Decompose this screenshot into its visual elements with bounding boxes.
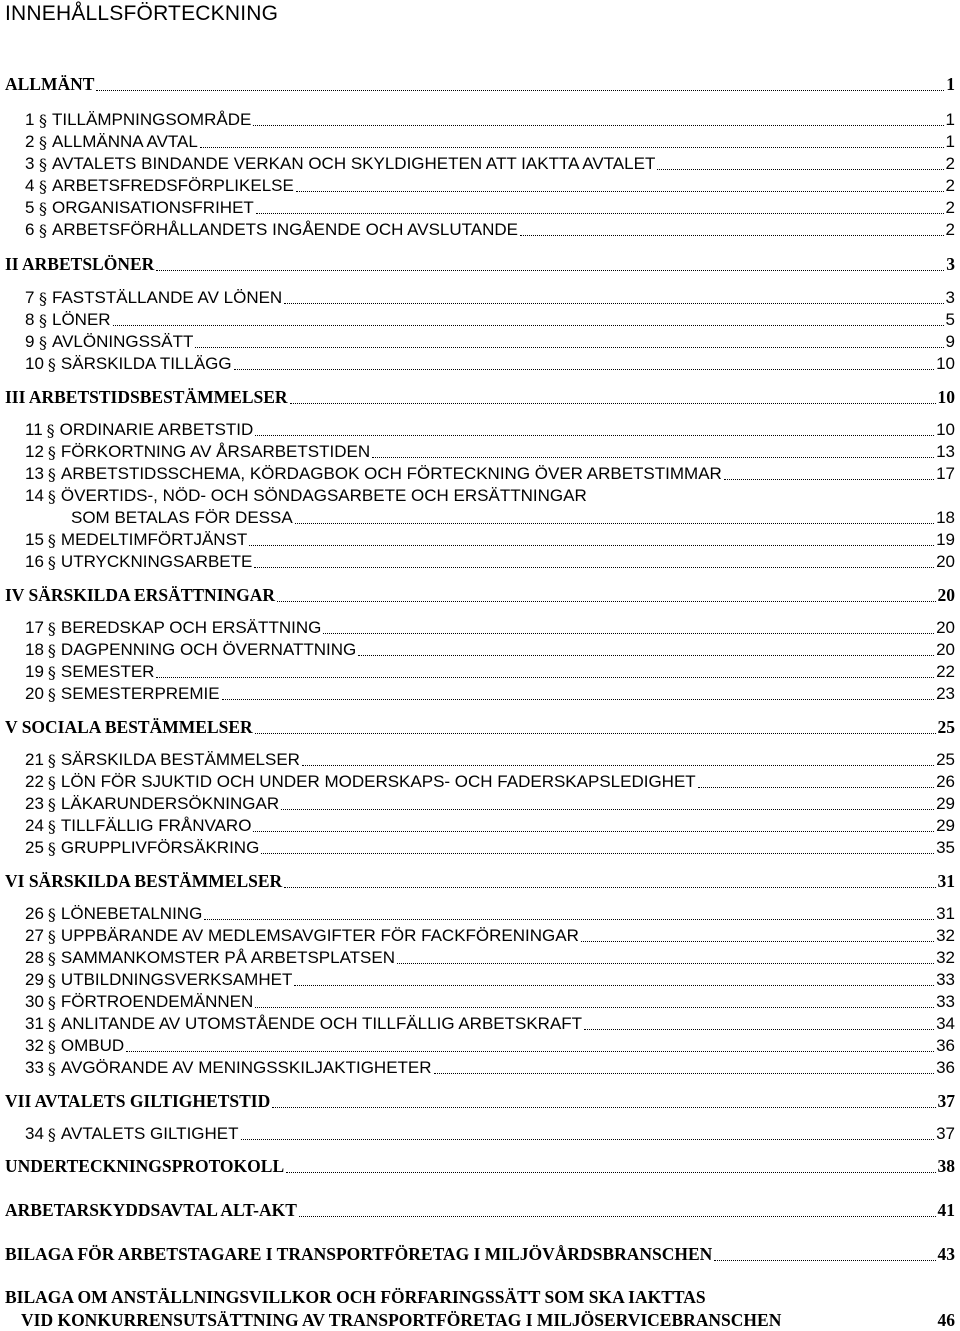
page-number: 35 [936, 838, 955, 857]
section-number: 23 [25, 794, 44, 813]
page-number: 1 [945, 132, 955, 151]
entry-title: FÖRTROENDEMÄNNEN [60, 992, 254, 1011]
section-number: 5 [25, 198, 35, 217]
section-number: 10 [25, 354, 44, 373]
dot-leader [204, 919, 934, 920]
toc-entry[interactable] [25, 682, 955, 704]
toc-entry[interactable] [25, 174, 955, 196]
section-number: 8 [25, 310, 35, 329]
page-number: 10 [936, 420, 955, 439]
section-number: 7 [25, 288, 35, 307]
page-number: 2 [945, 220, 955, 239]
page-number: 32 [936, 948, 955, 967]
page-number: 25 [936, 750, 955, 769]
page-number: 3 [945, 288, 955, 307]
entry-title: ALLMÄNT [5, 74, 95, 94]
section-symbol: § [39, 311, 47, 330]
dot-leader [284, 887, 935, 888]
toc-entry[interactable] [25, 1034, 955, 1056]
page-number: 1 [945, 110, 955, 129]
toc-entry[interactable] [25, 792, 955, 814]
section-number: 33 [25, 1058, 44, 1077]
section-symbol: § [46, 421, 55, 440]
toc-entry[interactable] [25, 330, 955, 352]
section-number: 32 [25, 1036, 44, 1055]
page-number: 31 [936, 904, 955, 923]
toc-section-entry[interactable] [5, 716, 955, 738]
entry-title: LÄKARUNDERSÖKNINGAR [60, 794, 280, 813]
toc-entry[interactable] [25, 440, 955, 462]
section-number: 31 [25, 1014, 44, 1033]
dot-leader [358, 655, 934, 656]
section-number: 15 [25, 530, 44, 549]
toc-entry[interactable] [25, 902, 955, 924]
toc-section-entry[interactable] [5, 386, 955, 408]
toc-entry-final-line2: VID KONKURRENSUTSÄTTNING AV TRANSPORTFÖRETAG I MILJÖSERVICEBRANSCHEN [21, 1310, 782, 1330]
entry-title: VII AVTALETS GILTIGHETSTID [5, 1091, 271, 1111]
toc-entry-final[interactable] [5, 1287, 955, 1331]
entry-title: LÖNER [52, 310, 111, 329]
dot-leader [249, 545, 934, 546]
section-symbol: § [47, 685, 56, 704]
page-number: 3 [946, 254, 955, 274]
page-number: 20 [936, 552, 955, 571]
section-number: 25 [25, 838, 44, 857]
page-number: 32 [936, 926, 955, 945]
entry-title: III ARBETSTIDSBESTÄMMELSER [5, 387, 288, 407]
toc-entry[interactable] [25, 1122, 955, 1144]
dot-leader [295, 523, 934, 524]
dot-leader [200, 147, 944, 148]
entry-title: DAGPENNING OCH ÖVERNATTNING [60, 640, 357, 659]
dot-leader [272, 1107, 935, 1108]
dot-leader [156, 677, 934, 678]
section-number: 6 [25, 220, 35, 239]
section-number: 29 [25, 970, 44, 989]
page-number: 36 [936, 1036, 955, 1055]
entry-title: UTRYCKNINGSARBETE [60, 552, 253, 571]
section-symbol: § [47, 773, 56, 792]
section-symbol: § [47, 443, 56, 462]
dot-leader [255, 1007, 934, 1008]
page-number: 20 [936, 640, 955, 659]
toc-entry[interactable] [25, 196, 955, 218]
entry-title: FÖRKORTNING AV ÅRSARBETSTIDEN [60, 442, 371, 461]
entry-title: BEREDSKAP OCH ERSÄTTNING [60, 618, 322, 637]
section-number: 19 [25, 662, 44, 681]
page-number: 23 [936, 684, 955, 703]
entry-title: SAMMANKOMSTER PÅ ARBETSPLATSEN [60, 948, 396, 967]
toc-entry[interactable] [25, 218, 955, 240]
dot-leader [241, 1139, 935, 1140]
section-symbol: § [39, 289, 47, 308]
entry-title: AVTALETS BINDANDE VERKAN OCH SKYLDIGHETEN ATT IAKTTA AVTALET [52, 154, 656, 173]
dot-leader [222, 699, 934, 700]
toc-entry[interactable] [25, 616, 955, 638]
section-symbol: § [47, 663, 56, 682]
dot-leader [254, 567, 934, 568]
section-number: 16 [25, 552, 44, 571]
section-symbol: § [47, 1015, 56, 1034]
dot-leader [323, 633, 934, 634]
entry-title: SÄRSKILDA TILLÄGG [60, 354, 232, 373]
entry-title: SEMESTERPREMIE [60, 684, 220, 703]
entry-title: SEMESTER [60, 662, 155, 681]
entry-title: OMBUD [60, 1036, 125, 1055]
page-title: INNEHÅLLSFÖRTECKNING [5, 2, 279, 25]
entry-title: V SOCIALA BESTÄMMELSER [5, 717, 253, 737]
section-symbol: § [39, 155, 47, 174]
entry-title: MEDELTIMFÖRTJÄNST [60, 530, 248, 549]
dot-leader [253, 125, 943, 126]
dot-leader [294, 985, 934, 986]
page-number: 26 [936, 772, 955, 791]
toc-entry[interactable] [25, 814, 955, 836]
page-number: 38 [937, 1156, 955, 1176]
entry-title: VI SÄRSKILDA BESTÄMMELSER [5, 871, 283, 891]
page-number: 10 [936, 354, 955, 373]
entry-title: AVTALETS GILTIGHET [60, 1124, 239, 1143]
toc-entry[interactable] [25, 748, 955, 770]
toc-entry[interactable] [25, 968, 955, 990]
toc-entry-final-page: 46 [937, 1310, 955, 1330]
entry-title: ARBETSTIDSSCHEMA, KÖRDAGBOK OCH FÖRTECKNING ÖVER ARBETSTIMMAR [60, 464, 722, 483]
entry-title: AVLÖNINGSSÄTT [52, 332, 194, 351]
toc-entry[interactable] [25, 352, 955, 374]
section-symbol: § [47, 817, 56, 836]
section-number: 22 [25, 772, 44, 791]
dot-leader [397, 963, 934, 964]
dot-leader [255, 733, 936, 734]
page-number: 20 [936, 618, 955, 637]
section-symbol: § [47, 1037, 56, 1056]
dot-leader [261, 853, 934, 854]
section-number: 26 [25, 904, 44, 923]
page-number: 5 [945, 310, 955, 329]
dot-leader [113, 325, 944, 326]
entry-title: LÖNEBETALNING [60, 904, 203, 923]
entry-title: FASTSTÄLLANDE AV LÖNEN [52, 288, 283, 307]
entry-title: II ARBETSLÖNER [5, 254, 155, 274]
section-symbol: § [39, 133, 47, 152]
toc-entry[interactable] [25, 528, 955, 550]
section-symbol: § [39, 177, 47, 196]
dot-leader [255, 435, 934, 436]
entry-title: SÄRSKILDA BESTÄMMELSER [60, 750, 300, 769]
entry-title: TILLÄMPNINGSOMRÅDE [52, 110, 252, 129]
dot-leader [96, 90, 944, 91]
toc-entry[interactable] [25, 130, 955, 152]
section-symbol: § [47, 355, 56, 374]
toc-section-entry[interactable] [5, 253, 955, 275]
dot-leader [126, 1051, 934, 1052]
page-number: 41 [937, 1200, 955, 1220]
section-symbol: § [47, 487, 56, 506]
dot-leader [657, 169, 943, 170]
toc-entry[interactable] [25, 660, 955, 682]
section-number: 9 [25, 332, 35, 351]
entry-title: ARBETSFÖRHÅLLANDETS INGÅENDE OCH AVSLUTANDE [52, 220, 519, 239]
entry-title: ALLMÄNNA AVTAL [52, 132, 198, 151]
section-number: 27 [25, 926, 44, 945]
page-number: 10 [937, 387, 955, 407]
toc-entry[interactable] [25, 1056, 955, 1078]
toc-entry[interactable] [25, 946, 955, 968]
page-number: 9 [945, 332, 955, 351]
dot-leader [299, 1216, 936, 1217]
entry-title: IV SÄRSKILDA ERSÄTTNINGAR [5, 585, 276, 605]
section-number: 13 [25, 464, 44, 483]
section-symbol: § [39, 111, 47, 130]
page-number: 2 [945, 198, 955, 217]
toc-section-entry[interactable] [5, 1199, 955, 1221]
dot-leader [256, 213, 944, 214]
toc-entry[interactable] [25, 506, 955, 528]
section-symbol: § [39, 333, 47, 352]
page-number: 18 [936, 508, 955, 527]
toc-entry[interactable] [25, 924, 955, 946]
section-number: 12 [25, 442, 44, 461]
section-number: 11 [25, 420, 43, 439]
toc-entry[interactable] [25, 638, 955, 660]
page-number: 2 [945, 176, 955, 195]
toc-entry[interactable] [25, 550, 955, 572]
entry-title: ARBETSFREDSFÖRPLIKELSE [52, 176, 294, 195]
page-number: 34 [936, 1014, 955, 1033]
section-symbol: § [47, 619, 56, 638]
section-symbol: § [47, 465, 56, 484]
page-number: 31 [937, 871, 955, 891]
entry-title: ÖVERTIDS-, NÖD- OCH SÖNDAGSARBETE OCH ERSÄTTNINGAR [60, 486, 587, 505]
section-number: 1 [25, 110, 35, 129]
dot-leader [520, 235, 944, 236]
toc-entry[interactable] [25, 152, 955, 174]
page-number: 37 [937, 1091, 955, 1111]
section-number: 4 [25, 176, 35, 195]
dot-leader [284, 303, 943, 304]
entry-title: BILAGA FÖR ARBETSTAGARE I TRANSPORTFÖRETAG I MILJÖVÅRDSBRANSCHEN [5, 1244, 713, 1264]
section-symbol: § [47, 905, 56, 924]
toc-section-entry[interactable] [5, 1155, 955, 1177]
section-number: 14 [25, 486, 44, 505]
section-symbol: § [47, 795, 56, 814]
entry-title: UNDERTECKNINGSPROTOKOLL [5, 1156, 285, 1176]
page-number: 1 [946, 74, 955, 94]
dot-leader [290, 403, 936, 404]
entry-title: LÖN FÖR SJUKTID OCH UNDER MODERSKAPS- OCH FADERSKAPSLEDIGHET [60, 772, 696, 791]
section-symbol: § [39, 199, 47, 218]
section-symbol: § [39, 221, 47, 240]
page-number: 13 [936, 442, 955, 461]
page-number: 36 [936, 1058, 955, 1077]
section-number: 34 [25, 1124, 44, 1143]
page-number: 19 [936, 530, 955, 549]
section-number: 21 [25, 750, 44, 769]
dot-leader [286, 1172, 935, 1173]
page-number: 43 [937, 1244, 955, 1264]
dot-leader [434, 1073, 935, 1074]
toc-entry[interactable] [25, 108, 955, 130]
section-symbol: § [47, 949, 56, 968]
toc-entry-final-line1: BILAGA OM ANSTÄLLNINGSVILLKOR OCH FÖRFARINGSSÄTT SOM SKA IAKTTAS [5, 1287, 706, 1307]
entry-title: ANLITANDE AV UTOMSTÅENDE OCH TILLFÄLLIG ARBETSKRAFT [60, 1014, 583, 1033]
section-symbol: § [47, 641, 56, 660]
toc-entry[interactable] [25, 990, 955, 1012]
dot-leader [281, 809, 934, 810]
page-number: 29 [936, 794, 955, 813]
toc-entry[interactable] [25, 836, 955, 858]
entry-title: ORDINARIE ARBETSTID [59, 420, 254, 439]
page-number: 37 [936, 1124, 955, 1143]
section-symbol: § [47, 927, 56, 946]
dot-leader [581, 941, 934, 942]
section-symbol: § [47, 993, 56, 1012]
section-number: 28 [25, 948, 44, 967]
dot-leader [195, 347, 943, 348]
dot-leader [584, 1029, 934, 1030]
toc-section-entry[interactable] [5, 1090, 955, 1112]
section-symbol: § [47, 751, 56, 770]
dot-leader [296, 191, 944, 192]
toc-entry[interactable] [25, 1012, 955, 1034]
page-number: 2 [945, 154, 955, 173]
dot-leader [234, 369, 934, 370]
page-number: 17 [936, 464, 955, 483]
entry-title: UPPBÄRANDE AV MEDLEMSAVGIFTER FÖR FACKFÖRENINGAR [60, 926, 579, 945]
toc-entry[interactable] [25, 462, 955, 484]
entry-title: GRUPPLIVFÖRSÄKRING [60, 838, 260, 857]
page-number: 22 [936, 662, 955, 681]
section-symbol: § [47, 1125, 56, 1144]
section-symbol: § [47, 531, 56, 550]
dot-leader [302, 765, 934, 766]
entry-title: ORGANISATIONSFRIHET [52, 198, 254, 217]
page-number: 29 [936, 816, 955, 835]
entry-title: SOM BETALAS FÖR DESSA [71, 508, 293, 527]
dot-leader [372, 457, 934, 458]
section-number: 2 [25, 132, 35, 151]
section-number: 17 [25, 618, 44, 637]
page-number: 33 [936, 992, 955, 1011]
page-number: 20 [937, 585, 955, 605]
dot-leader [277, 601, 935, 602]
toc-entry[interactable] [25, 286, 955, 308]
dot-leader [156, 270, 944, 271]
toc-entry[interactable] [25, 418, 955, 440]
toc-entry[interactable] [25, 770, 955, 792]
page-number: 25 [937, 717, 955, 737]
dot-leader [698, 787, 934, 788]
dot-leader [724, 479, 934, 480]
entry-title: AVGÖRANDE AV MENINGSSKILJAKTIGHETER [60, 1058, 432, 1077]
dot-leader [714, 1260, 935, 1261]
toc-section-entry[interactable] [5, 584, 955, 606]
section-symbol: § [47, 839, 56, 858]
toc-section-entry[interactable] [5, 1243, 955, 1265]
section-number: 24 [25, 816, 44, 835]
toc-entry-heading-line [25, 484, 955, 506]
entry-title: TILLFÄLLIG FRÅNVARO [60, 816, 252, 835]
toc-section-entry[interactable] [5, 870, 955, 892]
entry-title: ARBETARSKYDDSAVTAL ALT-AKT [5, 1200, 297, 1220]
section-number: 18 [25, 640, 44, 659]
section-symbol: § [47, 971, 56, 990]
section-number: 30 [25, 992, 44, 1011]
toc-section-entry[interactable] [5, 73, 955, 95]
dot-leader [253, 831, 934, 832]
section-symbol: § [47, 553, 56, 572]
toc-entry[interactable] [25, 308, 955, 330]
section-number: 20 [25, 684, 44, 703]
section-number: 3 [25, 154, 35, 173]
entry-title: UTBILDNINGSVERKSAMHET [60, 970, 293, 989]
page-number: 33 [936, 970, 955, 989]
section-symbol: § [47, 1059, 56, 1078]
